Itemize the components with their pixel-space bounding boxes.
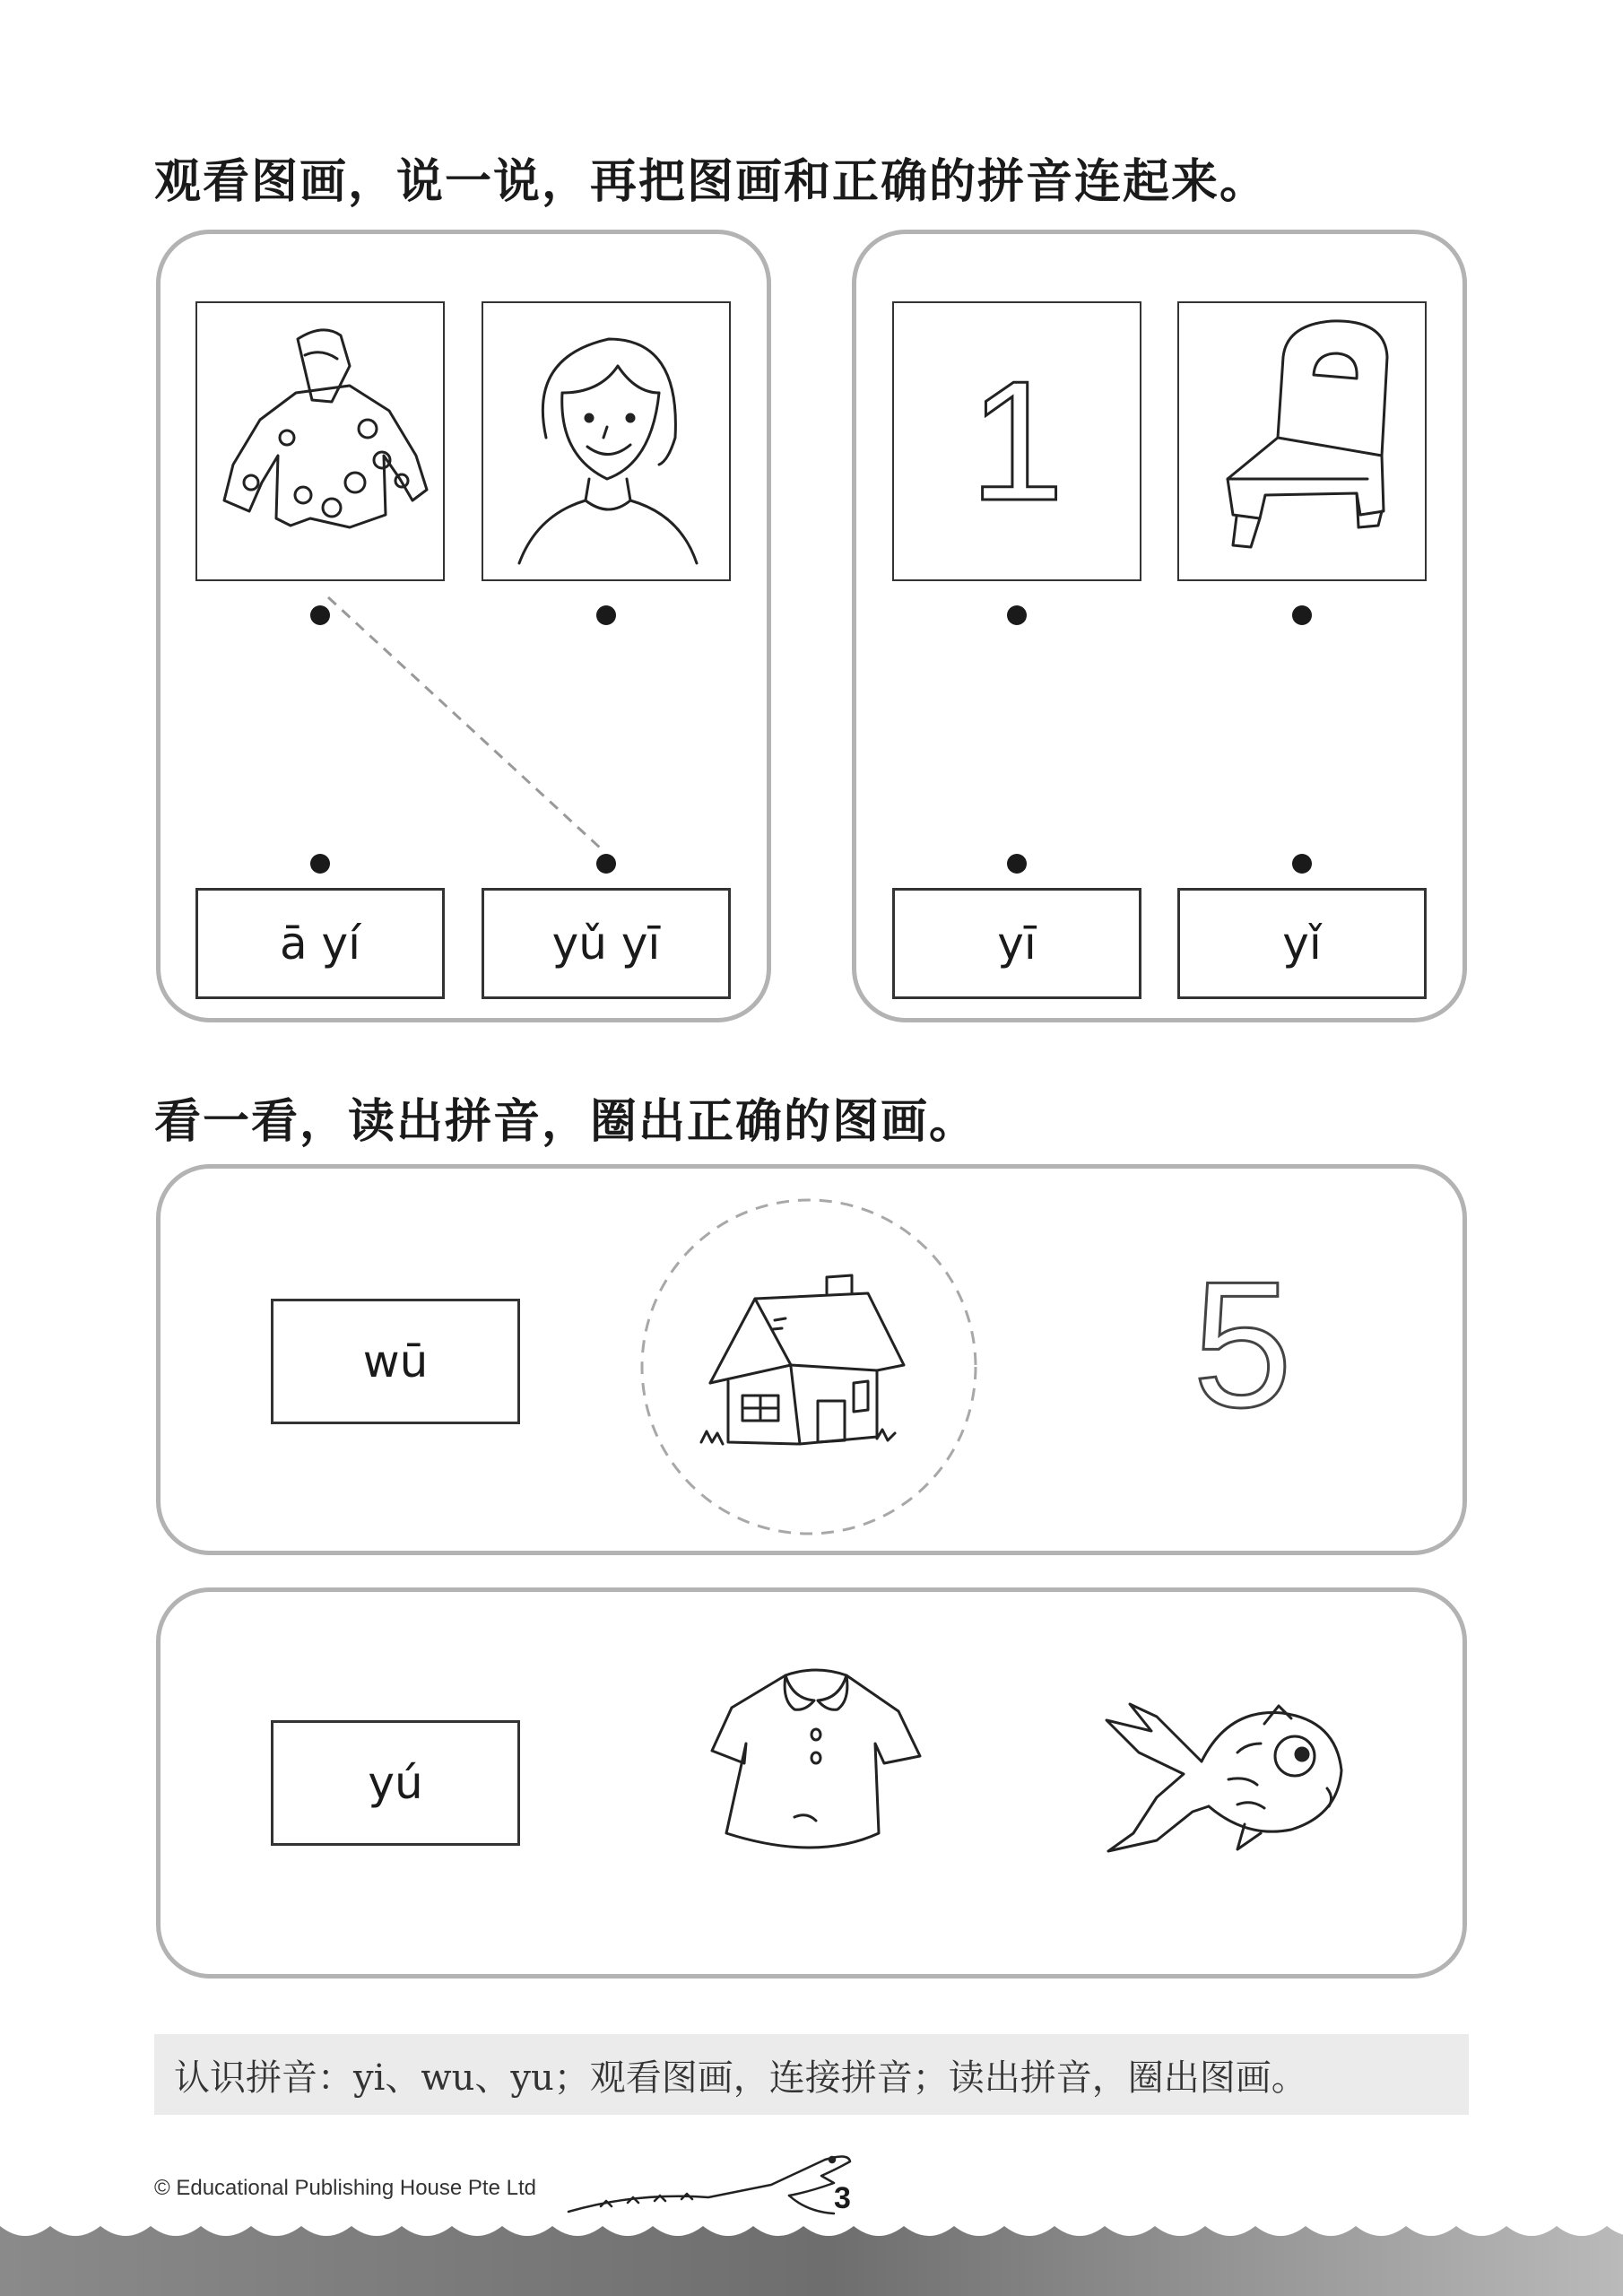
instruction-matching: 观看图画，说一说，再把图画和正确的拼音连起来。 bbox=[154, 155, 1269, 209]
crocodile-icon bbox=[565, 2149, 870, 2221]
pinyin-box-yu: yú bbox=[271, 1720, 520, 1846]
picture-dot-woman[interactable] bbox=[596, 605, 616, 625]
instruction-circle: 看一看，读出拼音，圈出正确的图画。 bbox=[154, 1095, 978, 1149]
label-dot-yi1[interactable] bbox=[1007, 854, 1027, 874]
pinyin-label-ayi[interactable]: ā yí bbox=[195, 888, 445, 999]
page-number: 3 bbox=[834, 2181, 851, 2215]
picture-dot-one[interactable] bbox=[1007, 605, 1027, 625]
pinyin-label-yuyi[interactable]: yǔ yī bbox=[482, 888, 731, 999]
number-five-icon[interactable]: 5 bbox=[1193, 1245, 1293, 1445]
learning-objective-text: 认识拼音：yi、wu、yu；观看图画，连接拼音；读出拼音，圈出图画。 bbox=[174, 2057, 1307, 2099]
picture-box-raincoat[interactable] bbox=[195, 301, 445, 581]
house-icon[interactable] bbox=[692, 1266, 925, 1464]
fish-icon[interactable] bbox=[1103, 1699, 1345, 1860]
picture-dot-raincoat[interactable] bbox=[310, 605, 330, 625]
woman-face-icon bbox=[483, 303, 733, 583]
picture-box-one[interactable] bbox=[892, 301, 1141, 581]
raincoat-icon bbox=[197, 303, 447, 583]
label-dot-yi3[interactable] bbox=[1292, 854, 1312, 874]
label-dot-yuyi[interactable] bbox=[596, 854, 616, 874]
copyright: © Educational Publishing House Pte Ltd bbox=[154, 2176, 536, 2200]
picture-box-woman[interactable] bbox=[482, 301, 731, 581]
chair-icon bbox=[1179, 303, 1428, 583]
pinyin-box-wu: wū bbox=[271, 1299, 520, 1424]
pinyin-label-yi3[interactable]: yǐ bbox=[1177, 888, 1427, 999]
picture-dot-chair[interactable] bbox=[1292, 605, 1312, 625]
picture-box-chair[interactable] bbox=[1177, 301, 1427, 581]
number-one-icon: 1 bbox=[969, 346, 1064, 536]
shirt-icon[interactable] bbox=[708, 1657, 924, 1873]
learning-objective-note bbox=[154, 2034, 1469, 2115]
label-dot-ayi[interactable] bbox=[310, 854, 330, 874]
pinyin-label-yi1[interactable]: yī bbox=[892, 888, 1141, 999]
